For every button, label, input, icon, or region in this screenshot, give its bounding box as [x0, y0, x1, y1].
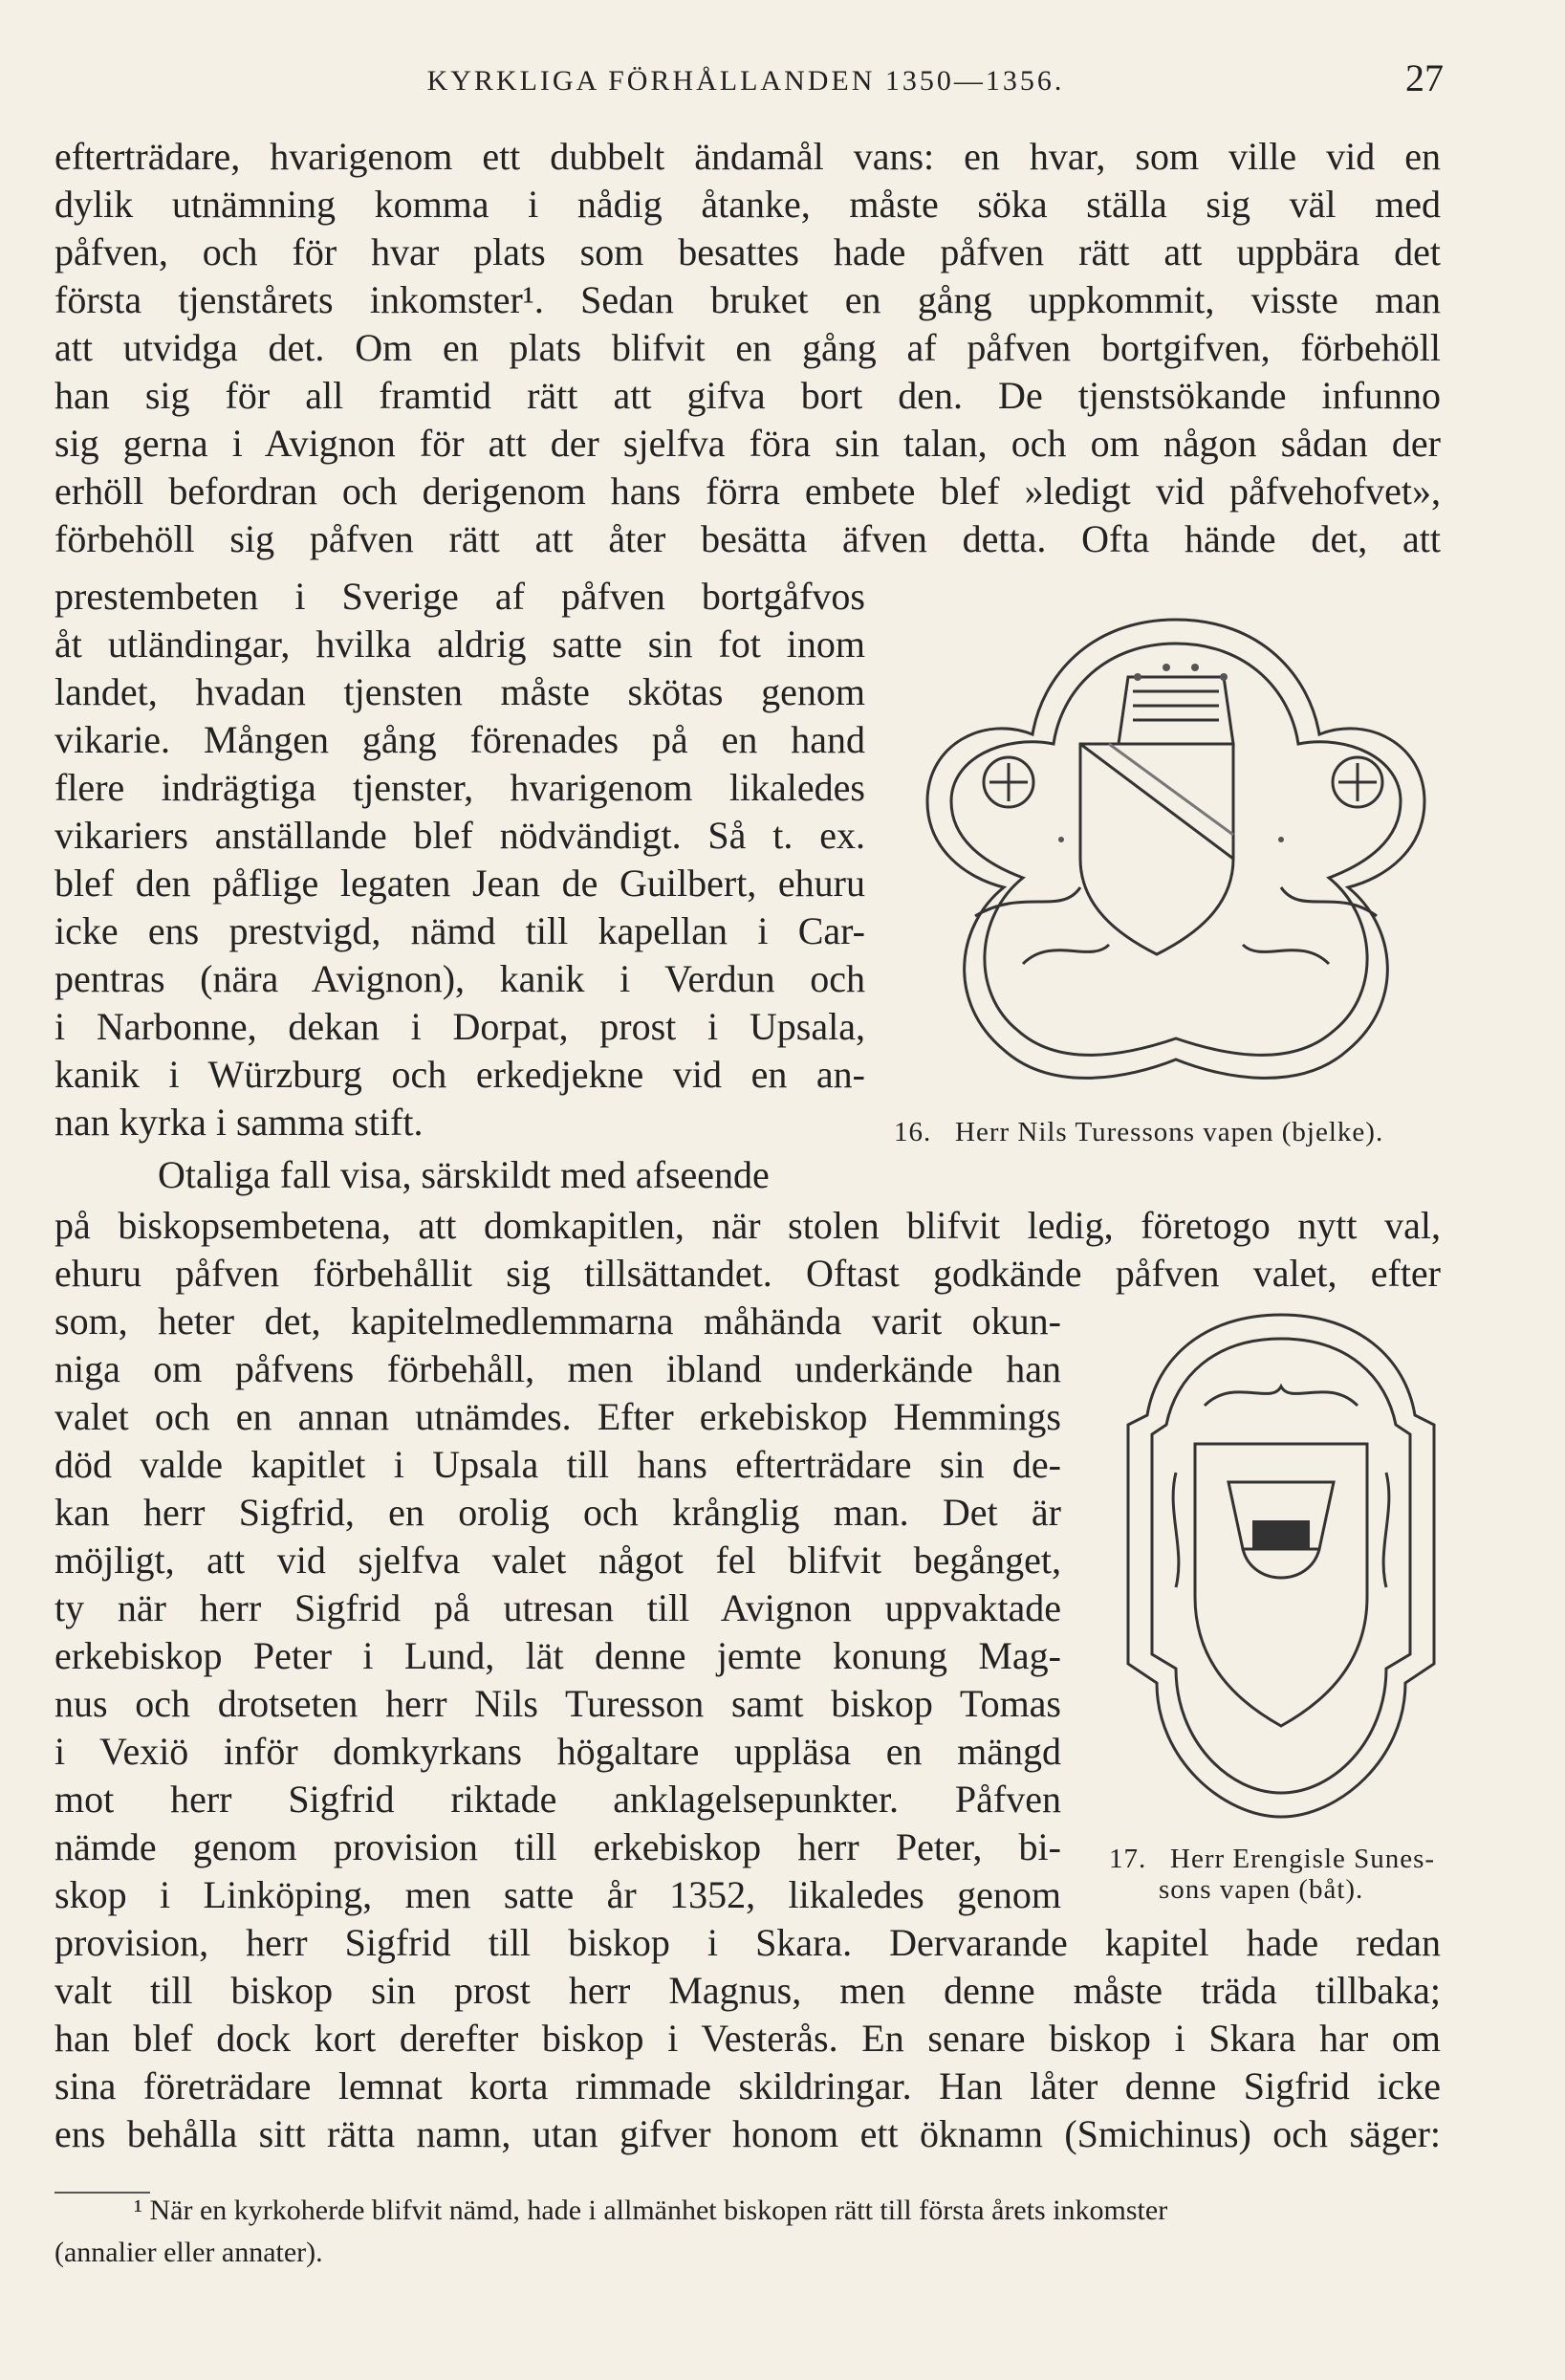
text-line: erkebiskop Peter i Lund, lät denne jemte konung Mag- — [54, 1634, 1061, 1677]
figure-16-caption-text: Herr Nils Turessons vapen (bjelke). — [955, 1117, 1384, 1147]
text-line: förbehöll sig påfven rätt att åter besätta äfven detta. Ofta hände det, att — [54, 517, 1441, 560]
text-line: kan herr Sigfrid, en orolig och krånglig man. Det är — [54, 1491, 1061, 1534]
text-line: valet och en annan utnämdes. Efter erkebiskop Hemmings — [54, 1395, 1061, 1438]
text-line: ehuru påfven förbehållit sig tillsättandet. Oftast godkände påfven valet, efter — [54, 1252, 1441, 1295]
text-line: han blef dock kort derefter biskop i Vesterås. En senare biskop i Skara har om — [54, 2017, 1441, 2060]
figure-17-caption-line2: sons vapen (båt). — [1159, 1874, 1364, 1905]
text-line: vikarie. Mången gång förenades på en hand — [54, 718, 865, 761]
running-head: KYRKLIGA FÖRHÅLLANDEN 1350—1356. — [426, 65, 1065, 97]
text-line: provision, herr Sigfrid till biskop i Skara. Dervarande kapitel hade redan — [54, 1921, 1441, 1964]
text-line: sig gerna i Avignon för att der sjelfva föra sin talan, och om någon sådan der — [54, 422, 1441, 465]
text-line: första tjenstårets inkomster¹. Sedan bruket en gång uppkommit, visste man — [54, 278, 1441, 321]
text-line: prestembeten i Sverige af påfven bortgåfvos — [54, 575, 865, 618]
text-line: nan kyrka i samma stift. — [54, 1101, 424, 1144]
text-line: skop i Linköping, men satte år 1352, likaledes genom — [54, 1873, 1061, 1916]
footnote-line: (annalier eller annater). — [54, 2237, 323, 2268]
figure-17-number: 17. — [1109, 1844, 1147, 1874]
text-line: ty när herr Sigfrid på utresan till Avignon uppvaktade — [54, 1586, 1061, 1629]
figure-16-number: 16. — [894, 1117, 932, 1147]
text-line: flere indrägtiga tjenster, hvarigenom likaledes — [54, 766, 865, 809]
text-line: sina företrädare lemnat korta rimmade skildringar. Han låter denne Sigfrid icke — [54, 2064, 1441, 2107]
seal-erengisle-sunesson-illustration — [1119, 1300, 1444, 1836]
text-line: vikariers anställande blef nödvändigt. Så t. ex. — [54, 814, 865, 857]
text-line: i Narbonne, dekan i Dorpat, prost i Upsala, — [54, 1005, 865, 1048]
text-line: i Vexiö inför domkyrkans högaltare uppläsa en mängd — [54, 1730, 1061, 1773]
text-line: efterträdare, hvarigenom ett dubbelt ändamål vans: en hvar, som ville vid en — [54, 135, 1441, 178]
text-line: Otaliga fall visa, särskildt med afseende — [158, 1153, 770, 1196]
text-line: erhöll befordran och derigenom hans förra embete blef »ledigt vid påfvehofvet», — [54, 469, 1441, 513]
text-line: icke ens prestvigd, nämd till kapellan i Car- — [54, 909, 865, 952]
text-line: på biskopsembetena, att domkapitlen, när stolen blifvit ledig, företogo nytt val, — [54, 1204, 1441, 1247]
text-line: nämde genom provision till erkebiskop herr Peter, bi- — [54, 1825, 1061, 1868]
text-line: möjligt, att vid sjelfva valet något fel blifvit begånget, — [54, 1539, 1061, 1582]
text-line: att utvidga det. Om en plats blifvit en gång af påfven bortgifven, förbehöll — [54, 326, 1441, 369]
text-line: dylik utnämning komma i nådig åtanke, måste söka ställa sig väl med — [54, 183, 1441, 226]
figure-17-caption — [1109, 1842, 1435, 1876]
text-line: påfven, och för hvar plats som besattes hade påfven rätt att uppbära det — [54, 230, 1441, 273]
text-line: mot herr Sigfrid riktade anklagelsepunkter. Påfven — [54, 1778, 1061, 1821]
text-line: niga om påfvens förbehåll, men ibland underkände han — [54, 1347, 1061, 1390]
text-line: kanik i Würzburg och erkedjekne vid en an- — [54, 1053, 865, 1096]
text-line: nus och drotseten herr Nils Turesson samt biskop Tomas — [54, 1682, 1061, 1725]
text-line: som, heter det, kapitelmedlemmarna måhända varit okun- — [54, 1299, 1061, 1343]
text-line: blef den påflige legaten Jean de Guilbert, ehuru — [54, 862, 865, 905]
text-line: han sig för all framtid rätt att gifva bort den. De tjenstsökande infunno — [54, 374, 1441, 417]
text-line: ens behålla sitt rätta namn, utan gifver honom ett öknamn (Smichinus) och säger: — [54, 2112, 1441, 2155]
text-line: pentras (nära Avignon), kanik i Verdun och — [54, 957, 865, 1000]
text-line: valt till biskop sin prost herr Magnus, men denne måste träda tillbaka; — [54, 1969, 1441, 2012]
footnote-line: ¹ När en kyrkoherde blifvit nämd, hade i allmänhet biskopen rätt till första årets inkomster — [134, 2194, 1168, 2226]
text-line: landet, hvadan tjensten måste skötas genom — [54, 670, 865, 713]
seal-nils-turesson-illustration — [918, 600, 1434, 1098]
text-line: åt utländingar, hvilka aldrig satte sin fot inom — [54, 622, 865, 666]
figure-17-caption-line1: Herr Erengisle Sunes- — [1170, 1844, 1436, 1874]
page-number: 27 — [1405, 56, 1444, 99]
figure-16-caption — [894, 1115, 1383, 1149]
text-line: död valde kapitlet i Upsala till hans efterträdare sin de- — [54, 1443, 1061, 1486]
